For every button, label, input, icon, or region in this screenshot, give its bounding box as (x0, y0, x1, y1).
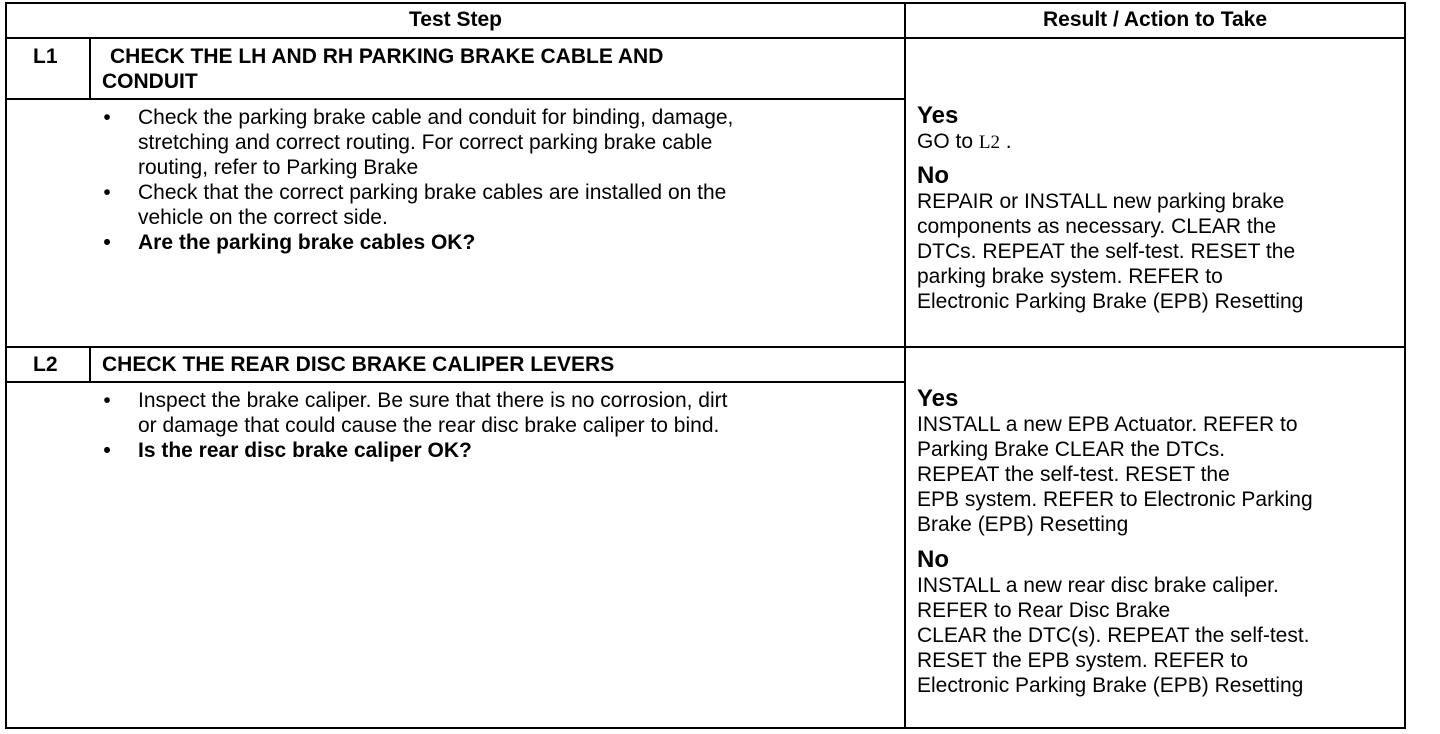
result-line: Parking Brake CLEAR the DTCs. (917, 438, 1226, 461)
list-item-line: or damage that could cause the rear disc brake caliper to bind. (138, 414, 720, 437)
list-item-line: vehicle on the correct side. (138, 206, 388, 229)
bullet-icon: • (103, 439, 111, 462)
result-line: Electronic Parking Brake (EPB) Resetting (917, 290, 1304, 313)
list-item (101, 105, 733, 180)
list-item-question (101, 230, 733, 255)
list-item-line: routing, refer to Parking Brake (138, 156, 419, 179)
result-yes-prefix: GO to (917, 130, 979, 153)
row-l1-id-divider (89, 38, 91, 99)
result-line: REPAIR or INSTALL new parking brake (917, 190, 1285, 213)
result-line: components as necessary. CLEAR the (917, 215, 1277, 238)
step-title-l1-line2: CONDUIT (102, 70, 198, 93)
result-l2 (917, 386, 1313, 698)
result-line: DTCs. REPEAT the self-test. RESET the (917, 240, 1296, 263)
list-item (101, 180, 733, 230)
result-line: Brake (EPB) Resetting (917, 513, 1129, 536)
result-no-label: No (917, 162, 949, 189)
result-yes-label: Yes (917, 385, 959, 412)
row-l2-id-divider (89, 347, 91, 382)
row-l1-title-divider (5, 98, 905, 100)
list-item-question (101, 438, 727, 463)
result-yes-text (917, 129, 1303, 155)
result-no-label: No (917, 546, 949, 573)
step-title-l1-line1: CHECK THE LH AND RH PARKING BRAKE CABLE AND (110, 45, 664, 68)
result-line: INSTALL a new rear disc brake caliper. (917, 574, 1279, 597)
step-l1-instructions (101, 105, 733, 255)
result-line: REPEAT the self-test. RESET the (917, 463, 1230, 486)
bullet-icon: • (103, 389, 111, 412)
list-item-line: Are the parking brake cables OK? (138, 231, 476, 254)
header-divider (5, 37, 1406, 39)
result-yes-suffix: . (999, 130, 1012, 153)
result-line: REFER to Rear Disc Brake (917, 599, 1171, 622)
list-item-line: Inspect the brake caliper. Be sure that there is no corrosion, dirt (138, 389, 728, 412)
list-item-line: Check the parking brake cable and conduit for binding, damage, (138, 106, 734, 129)
header-test-step: Test Step (409, 8, 502, 31)
step-id-l1: L1 (33, 45, 58, 68)
result-l1 (917, 103, 1303, 314)
result-no-text (917, 189, 1303, 314)
result-no-text (917, 573, 1313, 698)
result-yes-label: Yes (917, 102, 959, 129)
result-line: EPB system. REFER to Electronic Parking (917, 488, 1313, 511)
result-yes-text (917, 412, 1313, 537)
bullet-icon: • (103, 181, 111, 204)
list-item (101, 388, 727, 438)
step-l2-instructions (101, 388, 727, 463)
result-line: parking brake system. REFER to (917, 265, 1223, 288)
row-divider (5, 346, 1406, 348)
step-title-l1 (102, 44, 663, 94)
result-line: Electronic Parking Brake (EPB) Resetting (917, 674, 1304, 697)
result-line: CLEAR the DTC(s). REPEAT the self-test. (917, 624, 1310, 647)
row-l2-title-divider (5, 381, 905, 383)
bullet-icon: • (103, 106, 111, 129)
link-to-l2[interactable]: L2 (978, 132, 1000, 153)
list-item-line: Check that the correct parking brake cables are installed on the (138, 181, 727, 204)
list-item-line: Is the rear disc brake caliper OK? (138, 439, 472, 462)
column-divider (904, 2, 906, 729)
result-line: INSTALL a new EPB Actuator. REFER to (917, 413, 1298, 436)
bullet-icon: • (103, 231, 111, 254)
list-item-line: stretching and correct routing. For correct parking brake cable (138, 131, 713, 154)
result-line: RESET the EPB system. REFER to (917, 649, 1249, 672)
header-result-action: Result / Action to Take (1042, 8, 1268, 31)
step-id-l2: L2 (33, 353, 58, 376)
step-title-l2: CHECK THE REAR DISC BRAKE CALIPER LEVERS (102, 353, 615, 376)
